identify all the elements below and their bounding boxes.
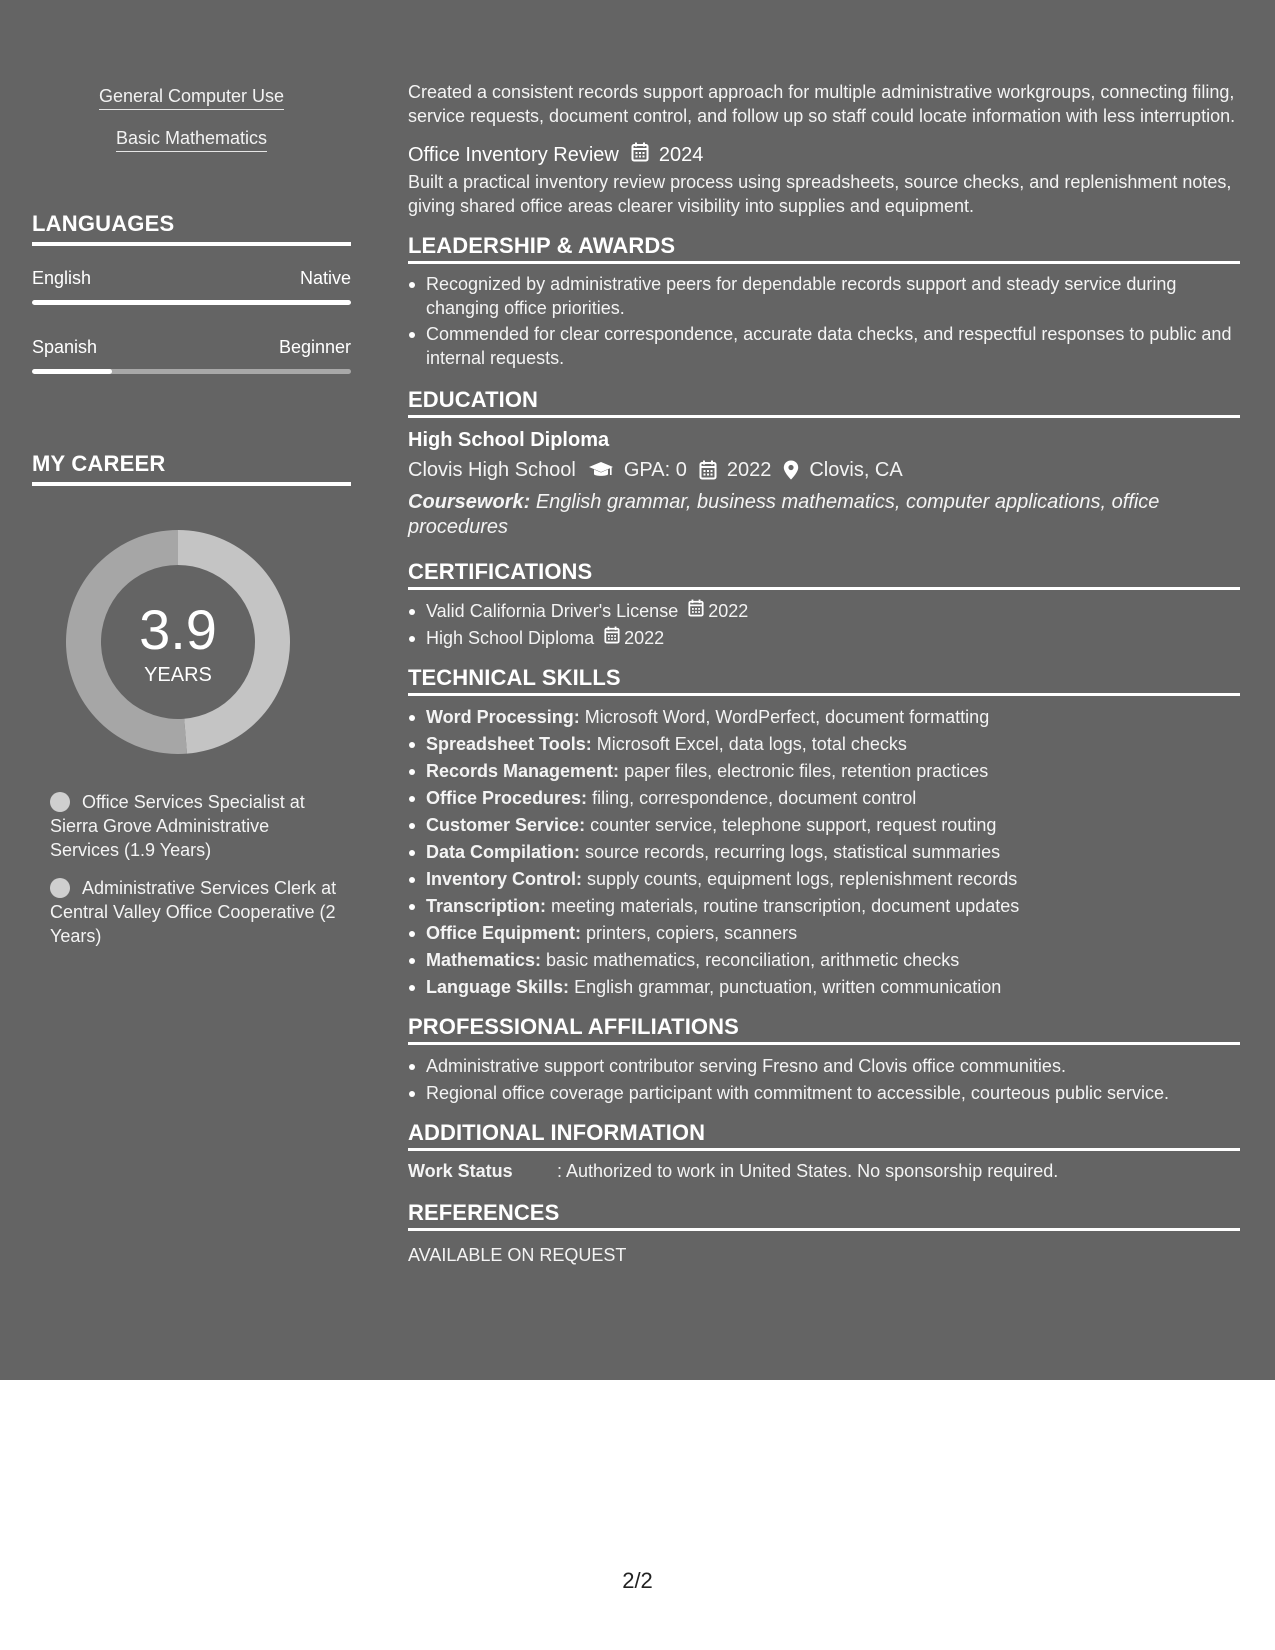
skill-list-item bbox=[408, 974, 1240, 1001]
affiliations-list bbox=[408, 1053, 1240, 1107]
career-years-label: YEARS bbox=[144, 664, 212, 686]
skill-list-item bbox=[408, 920, 1240, 947]
career-heading: MY CAREER bbox=[32, 451, 351, 486]
intro-paragraph: Created a consistent records support approach for multiple administrative workgroups, connecting filing, service requests, document control, and follow up so staff could locate information with less interruption. bbox=[408, 82, 1236, 126]
project-year: 2024 bbox=[658, 144, 704, 166]
skill-label: Office Procedures: bbox=[426, 788, 588, 808]
skill-value: source records, recurring logs, statistical summaries bbox=[585, 842, 1001, 862]
education-details bbox=[408, 454, 1240, 486]
language-bar bbox=[32, 300, 351, 305]
skill-value: paper files, electronic files, retention practices bbox=[624, 761, 989, 781]
skill-label: Language Skills: bbox=[426, 977, 570, 997]
career-legend bbox=[50, 790, 340, 962]
language-bar-fill bbox=[32, 369, 112, 374]
project-description: Built a practical inventory review process using spreadsheets, source checks, and replenishment notes, giving shared office areas clearer visibility into supplies and equipment. bbox=[408, 172, 1232, 216]
skill-item: General Computer Use bbox=[99, 86, 284, 110]
skill-label: Transcription: bbox=[426, 896, 547, 916]
leadership-heading: LEADERSHIP & AWARDS bbox=[408, 234, 1240, 264]
degree-title: High School Diploma bbox=[408, 429, 610, 451]
certification-year: 2022 bbox=[708, 601, 749, 621]
legend-dot bbox=[50, 792, 70, 812]
calendar-icon bbox=[604, 625, 624, 652]
skill-list-item bbox=[408, 758, 1240, 785]
list-item: Commended for clear correspondence, accurate data checks, and respectful responses to public and internal requests. bbox=[408, 322, 1240, 370]
language-level: Native bbox=[299, 268, 351, 288]
language-name: Spanish bbox=[32, 337, 98, 357]
skill-value: meeting materials, routine transcription, document updates bbox=[551, 896, 1020, 916]
references-heading: REFERENCES bbox=[408, 1201, 1240, 1231]
skill-label: Office Equipment: bbox=[426, 923, 582, 943]
technical-skills-heading: TECHNICAL SKILLS bbox=[408, 666, 1240, 696]
coursework-label: Coursework: bbox=[408, 491, 531, 513]
skill-list-item bbox=[408, 839, 1240, 866]
skill-value: Microsoft Word, WordPerfect, document formatting bbox=[584, 707, 990, 727]
skill-value: English grammar, punctuation, written communication bbox=[574, 977, 1002, 997]
skill-label: Customer Service: bbox=[426, 815, 586, 835]
skill-list-item bbox=[408, 947, 1240, 974]
skill-value: basic mathematics, reconciliation, arithmetic checks bbox=[546, 950, 960, 970]
main-content bbox=[408, 80, 1240, 1267]
certification-year: 2022 bbox=[624, 628, 665, 648]
affiliations-heading: PROFESSIONAL AFFILIATIONS bbox=[408, 1015, 1240, 1045]
project-title: Office Inventory Review bbox=[408, 144, 619, 166]
skill-list-item bbox=[408, 785, 1240, 812]
skill-label: Word Processing: bbox=[426, 707, 580, 727]
certification-name: Valid California Driver's License bbox=[426, 601, 679, 621]
list-item: Regional office coverage participant with commitment to accessible, courteous public service. bbox=[408, 1080, 1240, 1107]
education-location: Clovis, CA bbox=[809, 459, 903, 481]
references-text: AVAILABLE ON REQUEST bbox=[408, 1245, 627, 1265]
career-legend-item bbox=[50, 876, 340, 948]
technical-skills-list bbox=[408, 704, 1240, 1001]
legend-dot bbox=[50, 878, 70, 898]
skill-list-item bbox=[408, 812, 1240, 839]
career-legend-text: Office Services Specialist at Sierra Grove Administrative Services (1.9 Years) bbox=[50, 792, 305, 860]
project-title-row bbox=[408, 142, 1240, 168]
certifications-heading: CERTIFICATIONS bbox=[408, 560, 1240, 590]
graduation-cap-icon bbox=[588, 461, 614, 479]
work-status-value: : Authorized to work in United States. No sponsorship required. bbox=[557, 1161, 1059, 1181]
skill-list-item bbox=[408, 866, 1240, 893]
skill-value: filing, correspondence, document control bbox=[592, 788, 917, 808]
career-total-years: 3.9 bbox=[139, 598, 217, 661]
coursework-text: English grammar, business mathematics, computer applications, office procedures bbox=[408, 491, 1160, 538]
skill-list-item bbox=[408, 731, 1240, 758]
skill-label: Data Compilation: bbox=[426, 842, 581, 862]
list-item: Recognized by administrative peers for dependable records support and steady service during changing office priorities. bbox=[408, 272, 1240, 320]
language-name: English bbox=[32, 268, 92, 288]
skill-label: Records Management: bbox=[426, 761, 620, 781]
list-item: Administrative support contributor serving Fresno and Clovis office communities. bbox=[408, 1053, 1240, 1080]
certification-name: High School Diploma bbox=[426, 628, 595, 648]
work-status-row bbox=[408, 1159, 1240, 1183]
skill-value: counter service, telephone support, request routing bbox=[590, 815, 997, 835]
additional-info-heading: ADDITIONAL INFORMATION bbox=[408, 1121, 1240, 1151]
work-status-label: Work Status bbox=[408, 1161, 513, 1181]
school-name: Clovis High School bbox=[408, 459, 576, 481]
certification-item bbox=[408, 598, 1240, 625]
page-number: 2/2 bbox=[622, 1568, 653, 1593]
skill-label: Mathematics: bbox=[426, 950, 542, 970]
education-year: 2022 bbox=[726, 459, 772, 481]
gpa: GPA: 0 bbox=[623, 459, 687, 481]
language-english bbox=[32, 268, 351, 305]
skill-item: Basic Mathematics bbox=[116, 128, 267, 152]
skill-list-item bbox=[408, 893, 1240, 920]
language-level: Beginner bbox=[278, 337, 351, 357]
calendar-icon bbox=[699, 460, 717, 480]
languages-heading: LANGUAGES bbox=[32, 211, 351, 246]
calendar-icon bbox=[688, 598, 708, 625]
skill-label: Spreadsheet Tools: bbox=[426, 734, 592, 754]
language-spanish bbox=[32, 337, 351, 374]
education-heading: EDUCATION bbox=[408, 388, 1240, 418]
skill-value: printers, copiers, scanners bbox=[586, 923, 798, 943]
calendar-icon bbox=[631, 142, 649, 168]
career-legend-item bbox=[50, 790, 340, 862]
skills-list bbox=[32, 86, 351, 170]
skill-value: supply counts, equipment logs, replenishment records bbox=[587, 869, 1018, 889]
leadership-list bbox=[408, 272, 1240, 370]
map-pin-icon bbox=[783, 460, 799, 480]
career-legend-text: Administrative Services Clerk at Central Valley Office Cooperative (2 Years) bbox=[50, 878, 337, 946]
language-bar-fill bbox=[32, 300, 351, 305]
certifications-list bbox=[408, 598, 1240, 652]
language-bar bbox=[32, 369, 351, 374]
skill-value: Microsoft Excel, data logs, total checks bbox=[596, 734, 907, 754]
skill-list-item bbox=[408, 704, 1240, 731]
career-donut-chart bbox=[66, 530, 290, 754]
skill-label: Inventory Control: bbox=[426, 869, 582, 889]
certification-item bbox=[408, 625, 1240, 652]
coursework bbox=[408, 490, 1240, 540]
